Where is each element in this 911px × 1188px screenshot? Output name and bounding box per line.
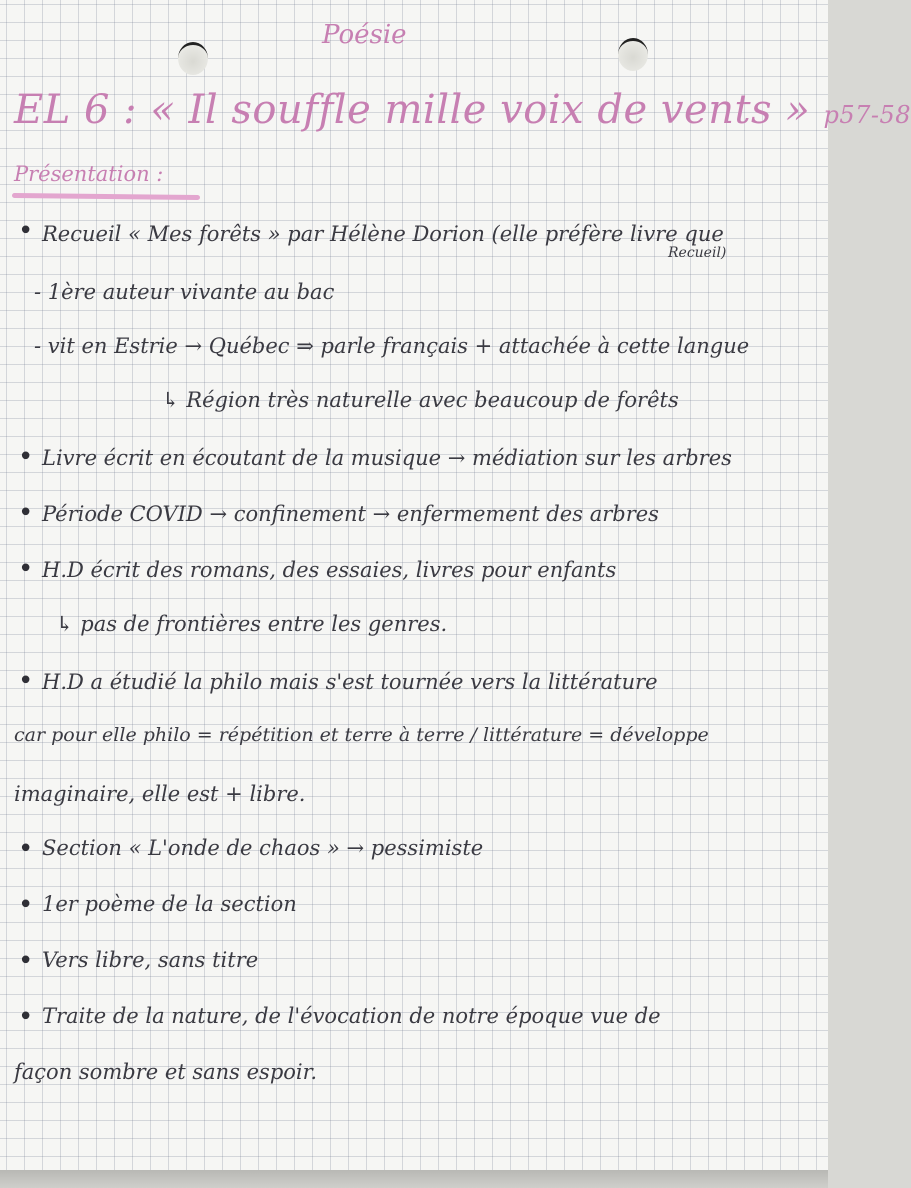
bullet-dot: • <box>18 442 34 472</box>
bullet-dot: • <box>18 554 34 584</box>
note-line: Période COVID → confinement → enfermement des arbres <box>42 502 659 526</box>
page-reference: p57-58 <box>823 101 911 129</box>
bullet-dot: • <box>18 498 34 528</box>
bullet-dot: • <box>18 946 34 976</box>
note-line: ↳ pas de frontières entre les genres. <box>56 612 448 636</box>
note-line: Recueil « Mes forêts » par Hélène Dorion (elle préfère livre que <box>42 222 724 246</box>
page-edge-shadow <box>0 1170 828 1188</box>
note-line: Traite de la nature, de l'évocation de notre époque vue de <box>42 1004 661 1028</box>
note-line: façon sombre et sans espoir. <box>14 1060 318 1084</box>
note-line: Recueil) <box>668 245 727 261</box>
bullet-dot: • <box>18 834 34 864</box>
punch-hole-left <box>178 42 208 75</box>
note-line: 1er poème de la section <box>42 892 297 916</box>
title-text: EL 6 : « Il souffle mille voix de vents » <box>14 87 811 133</box>
bullet-dot: • <box>18 216 34 246</box>
note-line: Vers libre, sans titre <box>42 948 259 972</box>
highlighter-underline <box>12 193 200 200</box>
subject-heading: Poésie <box>322 20 407 50</box>
note-line: - 1ère auteur vivante au bac <box>34 280 335 304</box>
section-heading: Présentation : <box>14 162 164 186</box>
note-line: - vit en Estrie → Québec ⇒ parle français + attachée à cette langue <box>34 334 750 358</box>
note-line: Livre écrit en écoutant de la musique → médiation sur les arbres <box>42 446 732 470</box>
bullet-dot: • <box>18 666 34 696</box>
note-line: Section « L'onde de chaos » → pessimiste <box>42 836 484 860</box>
note-line: car pour elle philo = répétition et terre à terre / littérature = développe <box>14 724 709 746</box>
note-line: H.D écrit des romans, des essaies, livres pour enfants <box>42 558 617 582</box>
bullet-dot: • <box>18 1002 34 1032</box>
bullet-dot: • <box>18 890 34 920</box>
punch-hole-right <box>618 38 648 71</box>
page-title <box>14 87 911 133</box>
note-line: imaginaire, elle est + libre. <box>14 782 306 806</box>
note-line: ↳ Région très naturelle avec beaucoup de forêts <box>162 388 679 412</box>
note-line: H.D a étudié la philo mais s'est tournée vers la littérature <box>42 670 658 694</box>
